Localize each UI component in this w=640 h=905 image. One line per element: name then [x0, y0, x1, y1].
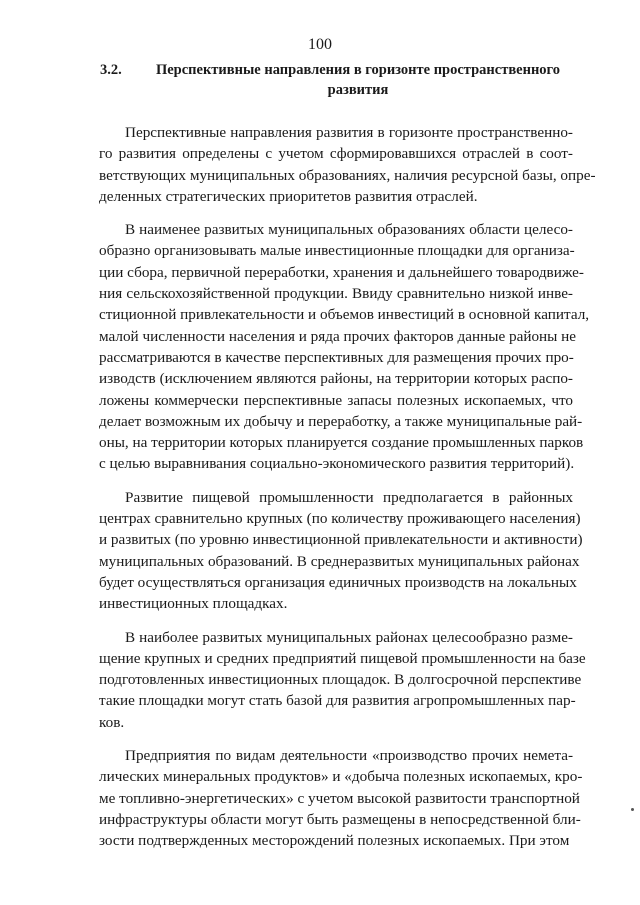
paragraph-line: изводств (исключением являются районы, на территории которых распо-	[99, 370, 573, 388]
paragraph-line: малой численности населения и ряда прочих факторов данные районы не	[99, 327, 577, 345]
scan-speck	[631, 808, 634, 811]
paragraph-line: щение крупных и средних предприятий пищевой промышленности на базе	[99, 649, 586, 667]
paragraph-line: будет осуществляться организация единичных производств на локальных	[99, 573, 577, 591]
section-number: 3.2.	[100, 62, 122, 78]
paragraph-line: такие площадки могут стать базой для развития агропромышленных пар-	[99, 692, 576, 710]
body-text	[99, 122, 596, 864]
paragraph-line: ме топливно-энергетических» с учетом высокой развитости транспортной	[99, 789, 580, 807]
paragraph-line: В наименее развитых муниципальных образованиях области целесо-	[125, 221, 573, 239]
paragraph-line: образно организовывать малые инвестиционные площадки для организа-	[99, 242, 575, 260]
paragraph-line: инфраструктуры области могут быть размещены в непосредственной бли-	[99, 810, 581, 828]
paragraph-line: зости подтвержденных месторождений полезных ископаемых. При этом	[99, 832, 570, 850]
paragraph-line: делает возможным их добычу и переработку, а также муниципальные рай-	[99, 412, 583, 430]
section-title	[144, 60, 572, 100]
paragraph-line: Предприятия по видам деятельности «производство прочих немета-	[125, 747, 573, 765]
paragraph-line: рассматриваются в качестве перспективных для размещения прочих про-	[99, 348, 574, 366]
paragraph-line: центрах сравнительно крупных (по количеству проживающего населения)	[99, 510, 581, 528]
paragraph-line: го развития определены с учетом сформировавшихся отраслей в соот-	[99, 145, 573, 163]
paragraph	[99, 122, 596, 207]
paragraph-line: ложены коммерчески перспективные запасы полезных ископаемых, что	[99, 391, 573, 409]
section-heading	[100, 60, 572, 100]
paragraph-line: стиционной привлекательности и объемов инвестиций в основной капитал,	[99, 306, 590, 324]
page-number: 100	[308, 36, 332, 53]
paragraph-line: лических минеральных продуктов» и «добыча полезных ископаемых, кро-	[99, 768, 583, 786]
paragraph-line: Развитие пищевой промышленности предполагается в районных	[125, 488, 573, 506]
paragraph-line: инвестиционных площадках.	[99, 595, 288, 613]
section-title-line: развития	[327, 82, 389, 98]
paragraph-line: с целью выравнивания социально-экономического развития территорий).	[99, 455, 575, 473]
paragraph-line: Перспективные направления развития в горизонте пространственно-	[125, 124, 573, 141]
paragraph	[99, 627, 586, 733]
paragraph	[99, 487, 583, 615]
paragraph	[99, 745, 583, 851]
paragraph-line: подготовленных инвестиционных площадок. В долгосрочной перспективе	[99, 671, 582, 689]
paragraph-line: муниципальных образований. В среднеразвитых муниципальных районах	[99, 552, 580, 570]
section-title-line: Перспективные направления в горизонте пространственного	[155, 62, 561, 78]
paragraph-line: оны, на территории которых планируется создание промышленных парков	[99, 434, 584, 452]
paragraph	[99, 219, 590, 475]
paragraph-line: ния сельскохозяйственной продукции. Ввиду сравнительно низкой инве-	[99, 285, 573, 303]
paragraph-line: ции сбора, первичной переработки, хранения и дальнейшего товародвиже-	[99, 263, 584, 281]
paragraph-line: и развитых (по уровню инвестиционной привлекательности и активности)	[99, 531, 583, 549]
paragraph-line: ветствующих муниципальных образованиях, наличия ресурсной базы, опре-	[99, 166, 596, 184]
paragraph-line: В наиболее развитых муниципальных районах целесообразно разме-	[125, 628, 573, 646]
paragraph-line: деленных стратегических приоритетов развития отраслей.	[99, 187, 478, 205]
paragraph-line: ков.	[99, 713, 125, 731]
